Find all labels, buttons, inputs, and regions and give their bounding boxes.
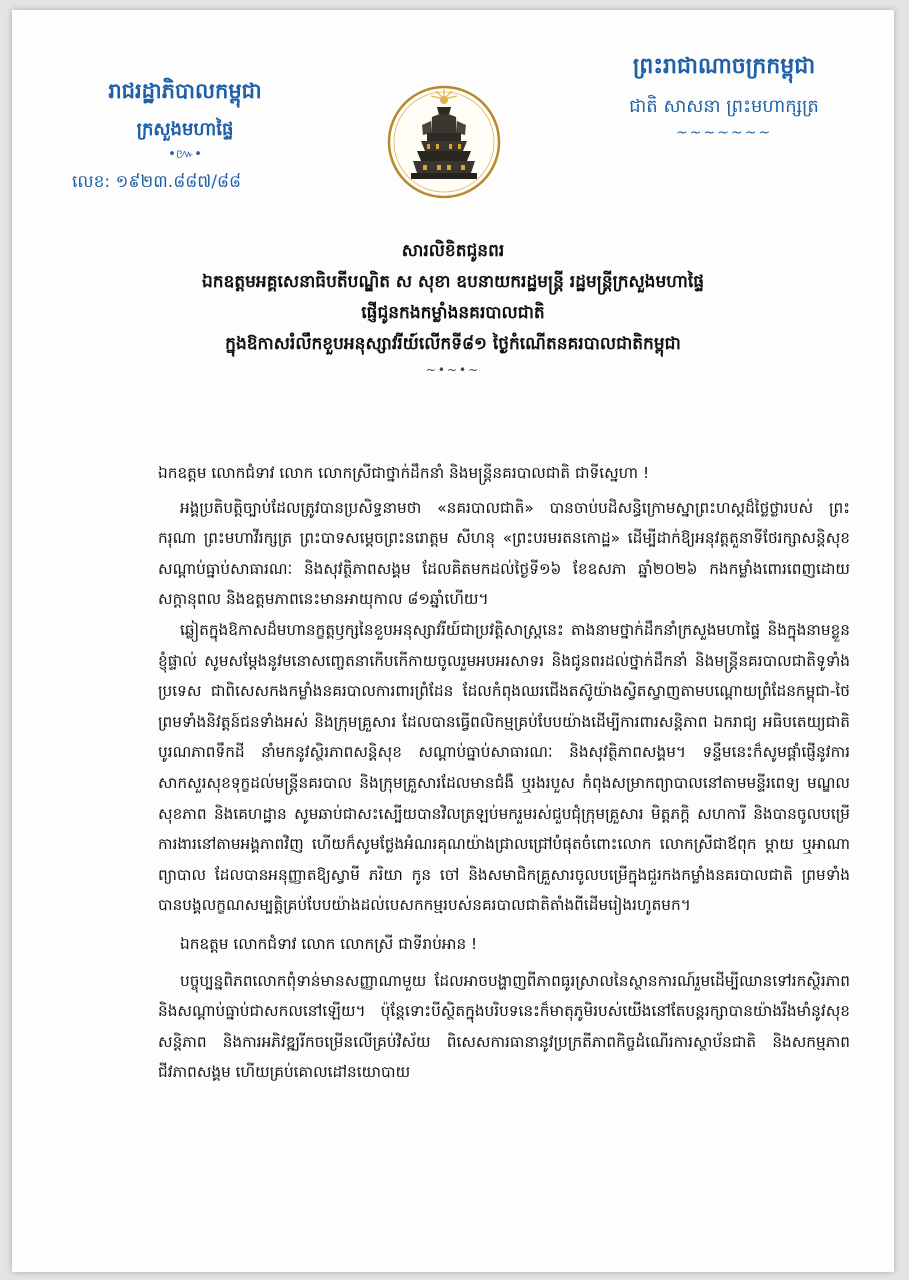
letter-title: [52, 236, 854, 380]
paragraph-3: បច្ចុប្បន្នពិភពលោកពុំទាន់មានសញ្ញាណាមួយ ដែលអាចបង្ហាញពីភាពធូរស្រាលនៃស្ថានការណ៍រួមដើម្បីឈានទៅរកស្ថិរភាព និងសណ្តាប់ធ្នាប់ជាសកលនៅឡើយ។ ប៉ុន្តែទោះបីស្ថិតក្នុងបរិបទនេះក៏មាតុភូមិរបស់យើងនៅតែបន្តរក្សាបានយ៉ាងរឹងមាំនូវសុខសន្តិភាព និងការអភិវឌ្ឍរីកចម្រើនលើគ្រប់វិស័យ ពិសេសការធានានូវប្រក្រតីភាពកិច្ចដំណើរការស្ថាប័នជាតិ និងសកម្មភាពជីវភាពសង្គម ហើយគ្រប់គោលដៅនយោបាយ: [158, 971, 850, 1082]
title-line-2: ឯកឧត្តមអគ្គសេនាធិបតីបណ្ឌិត ស សុខា ឧបនាយករដ្ឋមន្ត្រី រដ្ឋមន្ត្រីក្រសួងមហាផ្ទៃ: [201, 272, 705, 292]
kingdom-header: [624, 52, 824, 141]
emblem-seal-icon: [387, 85, 501, 199]
ornament-left: •៚•: [168, 147, 202, 162]
title-line-3: ផ្ញើជូនកងកម្លាំងនគរបាលជាតិ: [361, 303, 545, 323]
salutation-2: ឯកឧត្តម លោកជំទាវ លោក លោកស្រី ជាទីរាប់អាន !: [180, 934, 478, 953]
national-motto: ជាតិ សាសនា ព្រះមហាក្សត្រ: [629, 96, 819, 117]
kingdom-name: ព្រះរាជាណាចក្រកម្ពុជា: [632, 54, 816, 79]
paragraph-1: អង្គប្រតិបត្តិច្បាប់ដែលត្រូវបានប្រសិទ្ធនាមថា «នគរបាលជាតិ» បានចាប់បដិសន្ធិក្រោមស្នាព្រះហស្ដដ៏ថ្លៃថ្លារបស់ ព្រះករុណា ព្រះមហាវីរក្សត្រ ព្រះបាទសម្តេចព្រះនរោត្តម សីហនុ «ព្រះបរមរតនកោដ្ឋ» ដើម្បីដាក់ឱ្យអនុវត្តតួនាទីថែរក្សាសន្តិសុខ សណ្តាប់ធ្នាប់សាធារណៈ និងសុវត្ថិភាពសង្គម ដែលគិតមកដល់ថ្ងៃទី១៦ ខែឧសភា ឆ្នាំ២០២៦ កងកម្លាំងពោរពេញដោយសក្តានុពល និងឧត្តមភាពនេះមានអាយុកាល ៨១ឆ្នាំហើយ។: [158, 498, 850, 609]
ministry-name: ក្រសួងមហាផ្ទៃ: [136, 119, 234, 140]
ornament-right: ~~~~~~~: [675, 125, 773, 141]
letter-body: [158, 458, 850, 1088]
ministry-header: [72, 78, 280, 196]
title-line-1: សារលិខិតជូនពរ: [401, 241, 505, 261]
reference-number: លេខ: ១៩២៣.៨៨៧/៨៨: [72, 172, 242, 192]
title-separator: ~•~•~: [425, 363, 481, 377]
title-line-4: ក្នុងឱកាសរំលឹកខួបអនុស្សាវរីយ៍លើកទី៨១ ថ្ងៃកំណើតនគរបាលជាតិកម្ពុជា: [225, 334, 681, 354]
paragraph-2: ឆ្លៀតក្នុងឱកាសដ៏មហានក្ខត្តឫក្សនៃខួបអនុស្សាវរីយ៍ជាប្រវត្តិសាស្ត្រនេះ តាងនាមថ្នាក់ដឹកនាំក្រសួងមហាផ្ទៃ និងក្នុងនាមខ្លួនខ្ញុំផ្ទាល់ សូមសម្តែងនូវមនោសញ្ចេតនាកើបកើកាយចូលរួមអបអរសាទរ និងជូនពរដល់ថ្នាក់ដឹកនាំ និងមន្ត្រីនគរបាលជាតិទូទាំងប្រទេស ជាពិសេសកងកម្លាំងនគរបាលការពារព្រំដែន ដែលកំពុងឈរជើងតស៊ូយ៉ាងស្វិតស្វាញតាមបណ្តោយព្រំដែនកម្ពុជា-ថៃ ព្រមទាំងនិវត្តន៍ជនទាំងអស់ និងក្រុមគ្រួសារ ដែលបានធ្វើពលិកម្មគ្រប់បែបយ៉ាងដើម្បីការពារសន្តិភាព ឯករាជ្យ អធិបតេយ្យជាតិ បូរណភាពទឹកដី នាំមកនូវស្ថិរភាពសន្តិសុខ សណ្តាប់ធ្នាប់សាធារណៈ និងសុវត្ថិភាពសង្គម។ ទន្ទឹមនេះក៏សូមផ្តាំផ្ញើនូវការសាកសួរសុខទុក្ខដល់មន្ត្រីនគរបាល និងក្រុមគ្រួសារដែលមានជំងឺ ឬរងរបួស កំពុងសម្រាកព្យាបាលនៅតាមមន្ទីរពេទ្យ មណ្ឌលសុខភាព និងគេហដ្ឋាន សូមឆាប់ជាសះស្បើយបានវិលត្រឡប់មករួមរស់ជួបជុំក្រុមគ្រួសារ មិត្តភក្តិ សហការី និងបានចូលបម្រើការងារនៅតាមអង្គភាពវិញ ហើយក៏សូមថ្លែងអំណរគុណយ៉ាងជ្រាលជ្រៅបំផុតចំពោះលោក លោកស្រីជាឪពុក ម្តាយ ឬអាណាព្យាបាល ដែលបានអនុញ្ញាតឱ្យស្វាមី ភរិយា កូន ចៅ និងសមាជិកគ្រួសារចូលបម្រើក្នុងជួរកងកម្លាំងនគរបាលជាតិ ព្រមទាំងបានបង្គលក្ខណសម្បត្តិគ្រប់បែបយ៉ាងដល់បេសកកម្មរបស់នគរបាលជាតិតាំងពីដើមរៀងរហូតមក។: [158, 620, 850, 915]
salutation-1: ឯកឧត្តម លោកជំទាវ លោក លោកស្រីជាថ្នាក់ដឹកនាំ និងមន្ត្រីនគរបាលជាតិ ជាទីស្នេហា !: [158, 464, 650, 482]
government-name: រាជរដ្ឋាភិបាលកម្ពុជា: [108, 79, 262, 103]
document-page: [12, 10, 894, 1272]
